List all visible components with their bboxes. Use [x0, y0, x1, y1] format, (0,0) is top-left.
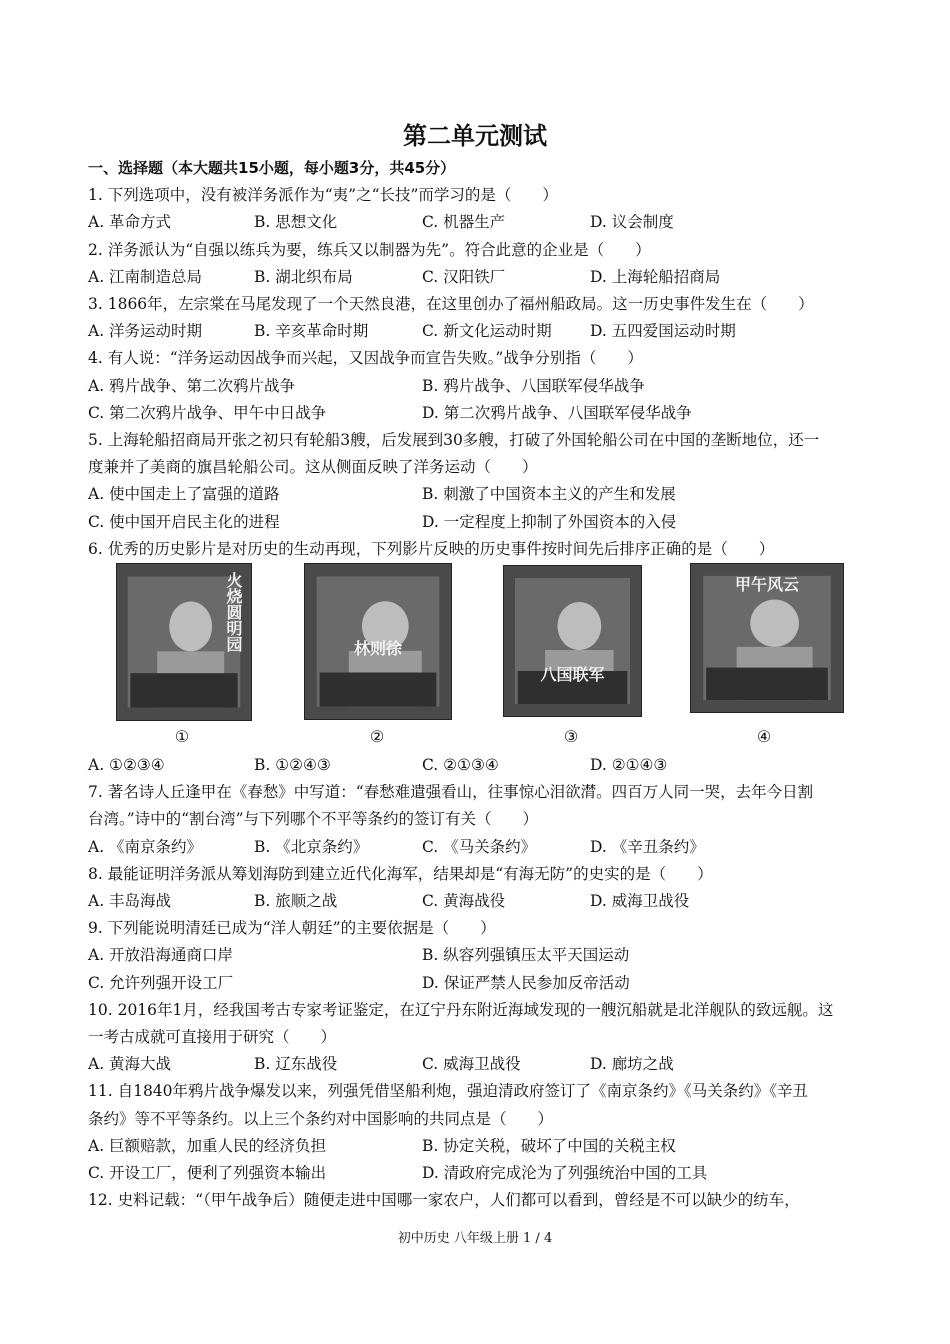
- answer-option[interactable]: B. 辛亥革命时期: [254, 322, 369, 341]
- section-heading: 一、选择题（本大题共15小题，每小题3分，共45分）: [88, 159, 456, 177]
- movie-poster-title: 八国联军: [540, 665, 605, 684]
- answer-option[interactable]: C. 允许列强开设工厂: [88, 973, 234, 992]
- answer-option[interactable]: C. 第二次鸦片战争、甲午中日战争: [88, 403, 327, 422]
- question-stem: 4. 有人说：“洋务运动因战争而兴起，又因战争而宣告失败。”战争分别指（ ）: [88, 349, 643, 368]
- answer-option[interactable]: C. 使中国开启民主化的进程: [88, 512, 280, 531]
- answer-option[interactable]: A. 革命方式: [88, 213, 172, 232]
- answer-option[interactable]: D. 《辛丑条约》: [590, 837, 705, 856]
- answer-option[interactable]: B. ①②④③: [254, 756, 331, 774]
- answer-option[interactable]: A. 江南制造总局: [88, 267, 203, 286]
- answer-option[interactable]: D. 上海轮船招商局: [590, 267, 721, 286]
- answer-option[interactable]: A. 黄海大战: [88, 1055, 172, 1074]
- answer-option[interactable]: B. 《北京条约》: [254, 837, 369, 856]
- answer-option[interactable]: B. 思想文化: [254, 213, 338, 232]
- question-stem: 度兼并了美商的旗昌轮船公司。这从侧面反映了洋务运动（ ）: [88, 458, 538, 477]
- question-stem: 5. 上海轮船招商局开张之初只有轮船3艘，后发展到30多艘，打破了外国轮船公司在中国的垄断地位，还一: [88, 431, 820, 449]
- movie-poster-title: 火烧圆明园: [224, 572, 243, 652]
- question-stem: 11. 自1840年鸦片战争爆发以来，列强凭借坚船利炮，强迫清政府签订了《南京条约》《马关条约》《辛丑: [88, 1082, 809, 1101]
- answer-option[interactable]: D. 议会制度: [590, 213, 674, 232]
- answer-option[interactable]: D. 廊坊之战: [590, 1055, 674, 1074]
- movie-poster-title: 甲午风云: [734, 575, 799, 594]
- question-stem: 2. 洋务派认为“自强以练兵为要，练兵又以制器为先”。符合此意的企业是（ ）: [88, 240, 651, 259]
- answer-option[interactable]: C. 汉阳铁厂: [422, 267, 506, 286]
- question-stem: 6. 优秀的历史影片是对历史的生动再现，下列影片反映的历史事件按时间先后排序正确的是（ ）: [88, 539, 775, 558]
- page-footer: 初中历史 八年级上册 1 / 4: [397, 1231, 553, 1246]
- movie-poster-1: [116, 563, 252, 721]
- answer-option[interactable]: A. 《南京条约》: [88, 837, 203, 856]
- image-label: ③: [563, 727, 579, 746]
- answer-option[interactable]: D. 五四爱国运动时期: [590, 322, 736, 341]
- answer-option[interactable]: B. 辽东战役: [254, 1055, 338, 1074]
- answer-option[interactable]: B. 纵容列强镇压太平天国运动: [422, 946, 630, 965]
- answer-option[interactable]: A. 丰岛海战: [88, 892, 172, 910]
- answer-option[interactable]: D. 威海卫战役: [590, 892, 690, 910]
- answer-option[interactable]: A. 洋务运动时期: [88, 322, 203, 341]
- answer-option[interactable]: D. 保证严禁人民参加反帝活动: [422, 973, 630, 992]
- movie-poster-3: [503, 565, 642, 717]
- answer-option[interactable]: A. 开放沿海通商口岸: [88, 946, 234, 965]
- answer-option[interactable]: A. 使中国走上了富强的道路: [88, 485, 280, 504]
- question-stem: 3. 1866年，左宗棠在马尾发现了一个天然良港，在这里创办了福州船政局。这一历史事件发生在（ ）: [88, 295, 814, 313]
- question-stem: 台湾。”诗中的“割台湾”与下列哪个不平等条约的签订有关（ ）: [88, 810, 539, 829]
- page-title: 第二单元测试: [403, 122, 547, 150]
- answer-option[interactable]: C. 《马关条约》: [422, 837, 537, 856]
- answer-option[interactable]: C. 新文化运动时期: [422, 322, 552, 341]
- answer-option[interactable]: D. 第二次鸦片战争、八国联军侵华战争: [422, 403, 692, 422]
- movie-poster-2: [304, 563, 452, 720]
- question-stem: 1. 下列选项中，没有被洋务派作为“夷”之“长技”而学习的是（ ）: [88, 186, 558, 205]
- answer-option[interactable]: B. 湖北织布局: [254, 267, 353, 286]
- question-stem: 7. 著名诗人丘逢甲在《春愁》中写道：“春愁难遣强看山，往事惊心泪欲潸。四百万人同一哭，去年今日割: [88, 783, 814, 802]
- answer-option[interactable]: A. 巨额赔款，加重人民的经济负担: [88, 1136, 327, 1155]
- answer-option[interactable]: C. 威海卫战役: [422, 1055, 521, 1074]
- answer-option[interactable]: A. 鸦片战争、第二次鸦片战争: [88, 376, 296, 395]
- image-label: ④: [756, 727, 772, 746]
- answer-option[interactable]: D. 清政府完成沦为了列强统治中国的工具: [422, 1164, 708, 1182]
- answer-option[interactable]: B. 旅顺之战: [254, 892, 338, 910]
- answer-option[interactable]: D. ②①④③: [590, 756, 668, 774]
- image-label: ②: [369, 727, 385, 746]
- answer-option[interactable]: C. 黄海战役: [422, 892, 506, 910]
- question-stem: 9. 下列能说明清廷已成为“洋人朝廷”的主要依据是（ ）: [88, 919, 496, 938]
- question-stem: 10. 2016年1月，经我国考古专家考证鉴定，在辽宁丹东附近海域发现的一艘沉船就是北洋舰队的致远舰。这: [88, 1000, 834, 1019]
- question-stem: 一考古成就可直接用于研究（ ）: [88, 1028, 337, 1046]
- answer-option[interactable]: B. 刺激了中国资本主义的产生和发展: [422, 485, 676, 504]
- movie-poster-title: 林则徐: [353, 639, 402, 658]
- answer-option[interactable]: A. ①②③④: [88, 756, 165, 774]
- answer-option[interactable]: C. 机器生产: [422, 213, 506, 232]
- answer-option[interactable]: B. 鸦片战争、八国联军侵华战争: [422, 376, 645, 395]
- answer-option[interactable]: C. ②①③④: [422, 756, 499, 774]
- answer-option[interactable]: C. 开设工厂，便利了列强资本输出: [88, 1164, 327, 1182]
- question-stem: 12. 史料记载：“（甲午战争后）随便走进中国哪一家农户，人们都可以看到，曾经是不可以缺少的纺车，: [88, 1191, 800, 1210]
- answer-option[interactable]: B. 协定关税，破坏了中国的关税主权: [422, 1136, 676, 1155]
- image-label: ①: [174, 727, 190, 746]
- movie-poster-4: [690, 563, 844, 713]
- question-stem: 8. 最能证明洋务派从筹划海防到建立近代化海军，结果却是“有海无防”的史实的是（ ）: [88, 864, 713, 883]
- answer-option[interactable]: D. 一定程度上抑制了外国资本的入侵: [422, 512, 677, 531]
- question-stem: 条约》等不平等条约。以上三个条约对中国影响的共同点是（ ）: [88, 1109, 554, 1128]
